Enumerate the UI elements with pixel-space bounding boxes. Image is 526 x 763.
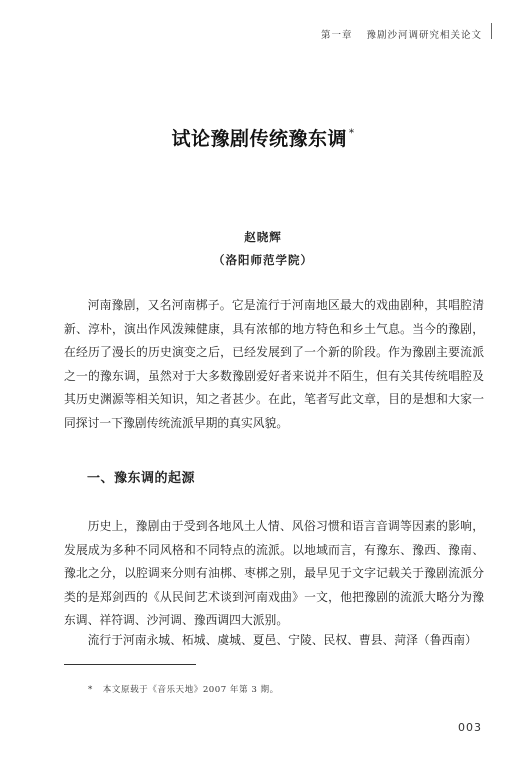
running-header-chapter: 第一章 bbox=[320, 30, 353, 41]
page-number: 003 bbox=[458, 721, 482, 734]
body-paragraph-2: 历史上，豫剧由于受到各地风土人情、风俗习惯和语言音调等因素的影响，发展成为多种不同风格和不同特点的流派。以地域而言，有豫东、豫西、豫南、豫北之分，以腔调来分则有油梆、枣梆之别，最早见于文字记载关于豫剧流派分类的是郑剑西的《从民间艺术谈到河南戏曲》一文，他把豫剧的流派大略分为豫东调、祥符调、沙河调、豫西调四大派别。 bbox=[64, 519, 484, 628]
footnote-mark: * bbox=[88, 685, 93, 695]
article-title bbox=[0, 124, 526, 151]
footnote-text: 本文原载于《音乐天地》2007 年第 3 期。 bbox=[102, 685, 279, 695]
footnote bbox=[88, 683, 279, 695]
body-paragraph-3: 流行于河南永城、柘城、虞城、夏邑、宁陵、民权、曹县、菏泽（鲁西南） bbox=[87, 633, 477, 647]
author-affiliation: （洛阳师范学院） bbox=[213, 253, 313, 267]
author-name: 赵晓辉 bbox=[244, 230, 282, 244]
footnote-divider bbox=[64, 664, 196, 665]
header-divider bbox=[491, 23, 492, 39]
running-header-book-title: 豫剧沙河调研究相关论文 bbox=[366, 30, 482, 41]
section-heading: 一、豫东调的起源 bbox=[87, 471, 196, 486]
body-paragraph-1: 河南豫剧，又名河南梆子。它是流行于河南地区最大的戏曲剧种，其唱腔清新、淳朴，演出作风泼辣健康，具有浓郁的地方特色和乡土气息。当今的豫剧，在经历了漫长的历史演变之后，已经发展到了一个新的阶段。作为豫剧主要流派之一的豫东调，虽然对于大多数豫剧爱好者来说并不陌生，但有关其传统唱腔及其历史渊源等相关知识，知之者甚少。在此，笔者写此文章，目的是想和大家一同探讨一下豫剧传统流派早期的真实风貌。 bbox=[64, 298, 484, 430]
running-header bbox=[321, 27, 482, 41]
article-title-text: 试论豫剧传统豫东调 bbox=[171, 128, 347, 150]
title-footnote-mark: * bbox=[349, 127, 355, 139]
